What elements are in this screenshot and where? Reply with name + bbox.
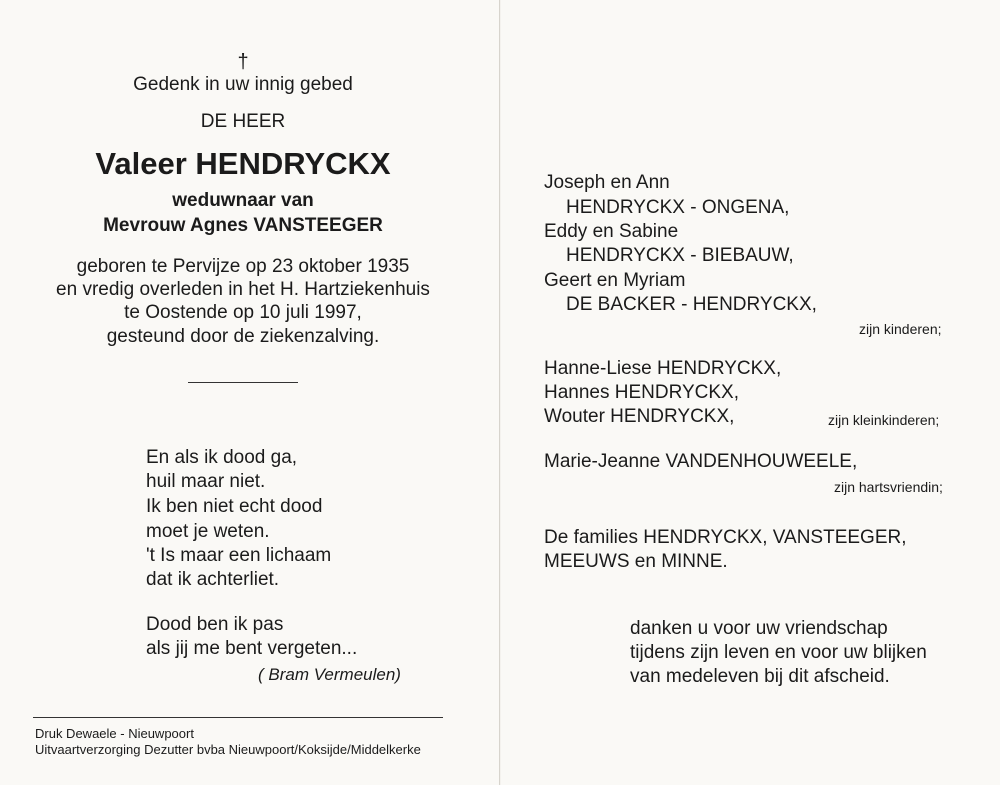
friend-line: Marie-Jeanne VANDENHOUWEELE,	[544, 451, 858, 472]
families-line: De families HENDRYCKX, VANSTEEGER,	[544, 527, 907, 548]
relation-text: weduwnaar van	[172, 190, 314, 211]
poem-line: 't Is maar een lichaam	[146, 545, 332, 566]
thanks-line: van medeleven bij dit afscheid.	[630, 666, 890, 687]
families-line: MEEUWS en MINNE.	[544, 551, 728, 572]
grandchildren-role: zijn kleinkinderen;	[828, 412, 940, 428]
poem-line: dat ik achterliet.	[146, 569, 280, 590]
intro-text: Gedenk in uw innig gebed	[133, 74, 353, 95]
thanks-line: tijdens zijn leven en voor uw blijken	[630, 642, 927, 663]
thanks-line: danken u voor uw vriendschap	[630, 618, 888, 639]
bio-line: en vredig overleden in het H. Hartziekenhuis	[56, 279, 430, 300]
grandchild-line: Hannes HENDRYCKX,	[544, 382, 740, 403]
child-line: DE BACKER - HENDRYCKX,	[566, 294, 817, 315]
grandchild-line: Wouter HENDRYCKX,	[544, 406, 735, 427]
undertaker-text: Uitvaartverzorging Dezutter bvba Nieuwpoort/Koksijde/Middelkerke	[35, 742, 421, 757]
poem-line: als jij me bent vergeten...	[146, 638, 358, 659]
child-line: Joseph en Ann	[544, 172, 670, 193]
printer-text: Druk Dewaele - Nieuwpoort	[35, 726, 194, 741]
spouse-name: Mevrouw Agnes VANSTEEGER	[103, 215, 383, 236]
right-card	[501, 0, 1000, 785]
child-line: Geert en Myriam	[544, 270, 686, 291]
children-role: zijn kinderen;	[859, 321, 942, 337]
divider-line	[188, 382, 298, 383]
bio-line: geboren te Pervijze op 23 oktober 1935	[76, 256, 410, 277]
bio-line: gesteund door de ziekenzalving.	[106, 326, 380, 347]
poem-author: ( Bram Vermeulen)	[258, 665, 401, 684]
bio-line: te Oostende op 10 juli 1997,	[124, 302, 362, 323]
title-text: DE HEER	[200, 111, 286, 132]
cross-symbol: †	[237, 51, 249, 73]
friend-role: zijn hartsvriendin;	[834, 479, 943, 495]
poem-line: Dood ben ik pas	[146, 614, 284, 635]
grandchild-line: Hanne-Liese HENDRYCKX,	[544, 358, 782, 379]
deceased-name: Valeer HENDRYCKX	[95, 146, 391, 181]
poem-line: Ik ben niet echt dood	[146, 496, 323, 517]
poem-line: moet je weten.	[146, 521, 270, 542]
poem-line: En als ik dood ga,	[146, 447, 298, 468]
footer-line	[33, 717, 443, 718]
child-line: HENDRYCKX - BIEBAUW,	[566, 245, 794, 266]
child-line: HENDRYCKX - ONGENA,	[566, 197, 790, 218]
poem-line: huil maar niet.	[146, 471, 266, 492]
child-line: Eddy en Sabine	[544, 221, 679, 242]
